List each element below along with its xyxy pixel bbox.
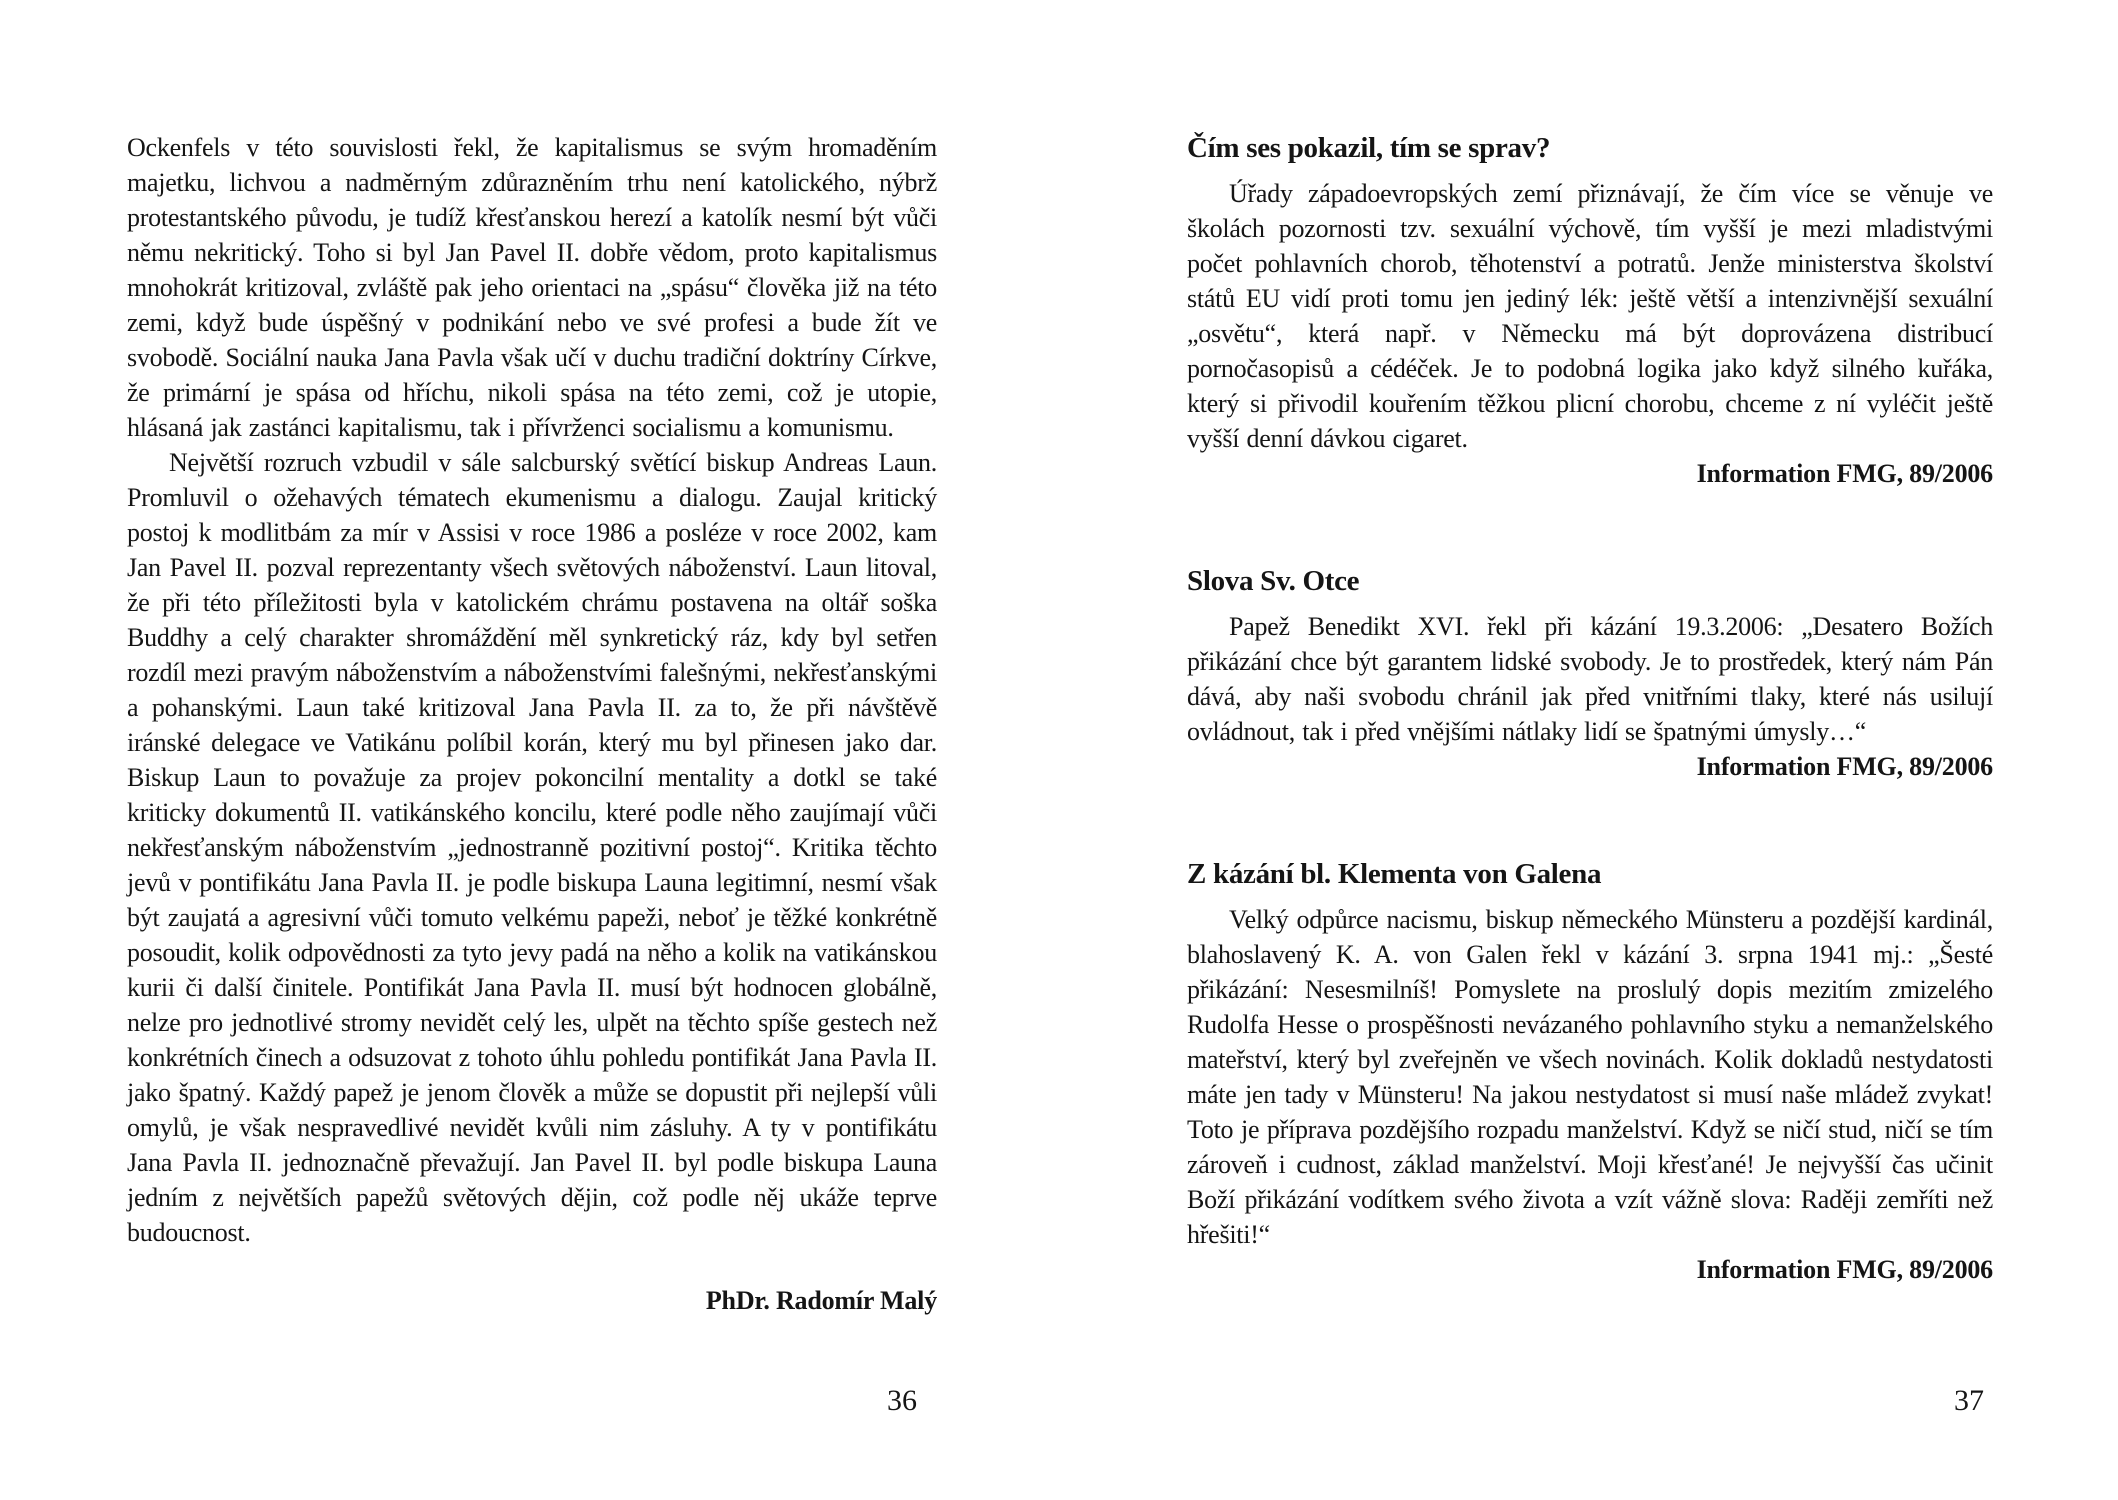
- page-right: [1187, 130, 1993, 1287]
- source-credit: Information FMG, 89/2006: [1696, 752, 1993, 781]
- paragraph-ockenfels: Ockenfels v této souvislosti řekl, že kapitalismus se svým hromaděním majetku, lichvou a nadměrným zdůrazněním trhu není katolického, nýbrž protestantského původu, je tudíž křesťanskou herezí a katolík nesmí být vůči němu nekritický. Toho si byl Jan Pavel II. dobře vědom, proto kapitalismus mnohokrát kritizoval, zvláště pak jeho orientaci na „spásu“ člověka již na této zemi, když bude úspěšný v podnikání nebo ve své profesi a bude žít ve svobodě. Sociální nauka Jana Pavla však učí v duchu tradiční doktríny Církve, že primární je spása od hříchu, nikoli spása na této zemi, což je utopie, hlásaná jak zastánci kapitalismu, tak i přívrženci socialismu a komunismu.: [127, 133, 937, 442]
- section-z-kazani-klementa: [1187, 856, 1993, 1287]
- page-number-right: 37: [1954, 1384, 1984, 1417]
- section-heading: Z kázání bl. Klementa von Galena: [1187, 858, 1602, 890]
- section-heading: Čím ses pokazil, tím se sprav?: [1187, 132, 1551, 164]
- author-signature: PhDr. Radomír Malý: [705, 1286, 937, 1315]
- source-credit: Information FMG, 89/2006: [1696, 1255, 1993, 1284]
- section-body: Úřady západoevropských zemí přiznávají, že čím více se věnuje ve školách pozornosti tzv. sexuální výchově, tím vyšší je mezi mladistvými počet pohlavních chorob, těhotenství a potratů. Jenže ministerstva školství států EU vidí proti tomu jen jediný lék: ještě větší a intenzivnější sexuální „osvětu“, která např. v Německu má být doprovázena distribucí pornočasopisů a cédéček. Je to podobná logika jako když silného kuřáka, který si přivodil kouřením těžkou plicní chorobu, chceme z ní vyléčit ještě vyšší denní dávkou cigaret.: [1187, 179, 1993, 453]
- section-heading: Slova Sv. Otce: [1187, 565, 1360, 597]
- page-left: [127, 130, 937, 1316]
- section-slova-sv-otce: [1187, 563, 1993, 784]
- section-body: Velký odpůrce nacismu, biskup německého Münsteru a pozdější kardinál, blahoslavený K. A. von Galen řekl v kázání 3. srpna 1941 mj.: „Šesté přikázání: Nesesmilníš! Pomyslete na proslulý dopis mezitím zmizelého Rudolfa Hesse o prospěšnosti nevázaného pohlavního styku a nemanželského mateřství, který byl zveřejněn ve všech novinách. Kolik dokladů nestydatosti máte jen tady v Münsteru! Na jakou nestydatost si musí naše mládež zvykat! Toto je příprava pozdějšího rozpadu manželství. Když se ničí stud, ničí se tím zároveň i cudnost, základ manželství. Moji křesťané! Je nejvyšší čas učinit Boží přikázání vodítkem svého života a vzít vážně slova: Raději zemříti než hřešiti!“: [1187, 905, 1993, 1249]
- section-body: Papež Benedikt XVI. řekl při kázání 19.3.2006: „Desatero Božích přikázání chce být garantem lidské svobody. Je to prostředek, který nám Pán dává, aby naši svobodu chránil jak před vnitřními tlaky, které nás usilují ovládnout, tak i před vnějšími nátlaky lidí se špatnými úmysly…“: [1187, 612, 1993, 746]
- paragraph-laun: Největší rozruch vzbudil v sále salcburský světící biskup Andreas Laun. Promluvil o ožehavých tématech ekumenismu a dialogu. Zaujal kritický postoj k modlitbám za mír v Assisi v roce 1986 a posléze v roce 2002, kam Jan Pavel II. pozval reprezentanty všech světových náboženství. Laun litoval, že při této příležitosti byla v katolickém chrámu postavena na oltář soška Buddhy a celý charakter shromáždění měl synkretický ráz, kdy byl setřen rozdíl mezi pravým náboženstvím a náboženstvími falešnými, nekřesťanskými a pohanskými. Laun také kritizoval Jana Pavla II. za to, že při návštěvě iránské delegace ve Vatikánu políbil korán, který mu byl přinesen jako dar. Biskup Laun to považuje za projev pokoncilní mentality a dotkl se také kriticky dokumentů II. vatikánského koncilu, které podle něho zaujímají vůči nekřesťanským náboženstvím „jednostranně pozitivní postoj“. Kritika těchto jevů v pontifikátu Jana Pavla II. je podle biskupa Launa legitimní, nesmí však být zaujatá a agresivní vůči tomuto velkému papeži, neboť je těžké konkrétně posoudit, kolik odpovědnosti za tyto jevy padá na něho a kolik na vatikánskou kurii či další činitele. Pontifikát Jana Pavla II. musí být hodnocen globálně, nelze pro jednotlivé stromy nevidět celý les, ulpět na těchto spíše gestech než konkrétních činech a odsuzovat z tohoto úhlu pohledu pontifikát Jana Pavla II. jako špatný. Každý papež je jenom člověk a může se dopustit při nejlepší vůli omylů, je však nespravedlivé nevidět kvůli nim zásluhy. A ty v pontifikátu Jana Pavla II. jednoznačně převažují. Jan Pavel II. byl podle biskupa Launa jedním z největších papežů světových dějin, což podle něj ukáže teprve budoucnost.: [127, 448, 937, 1247]
- page-number-left: 36: [887, 1384, 917, 1417]
- source-credit: Information FMG, 89/2006: [1696, 459, 1993, 488]
- section-cim-ses-pokazil: [1187, 130, 1993, 491]
